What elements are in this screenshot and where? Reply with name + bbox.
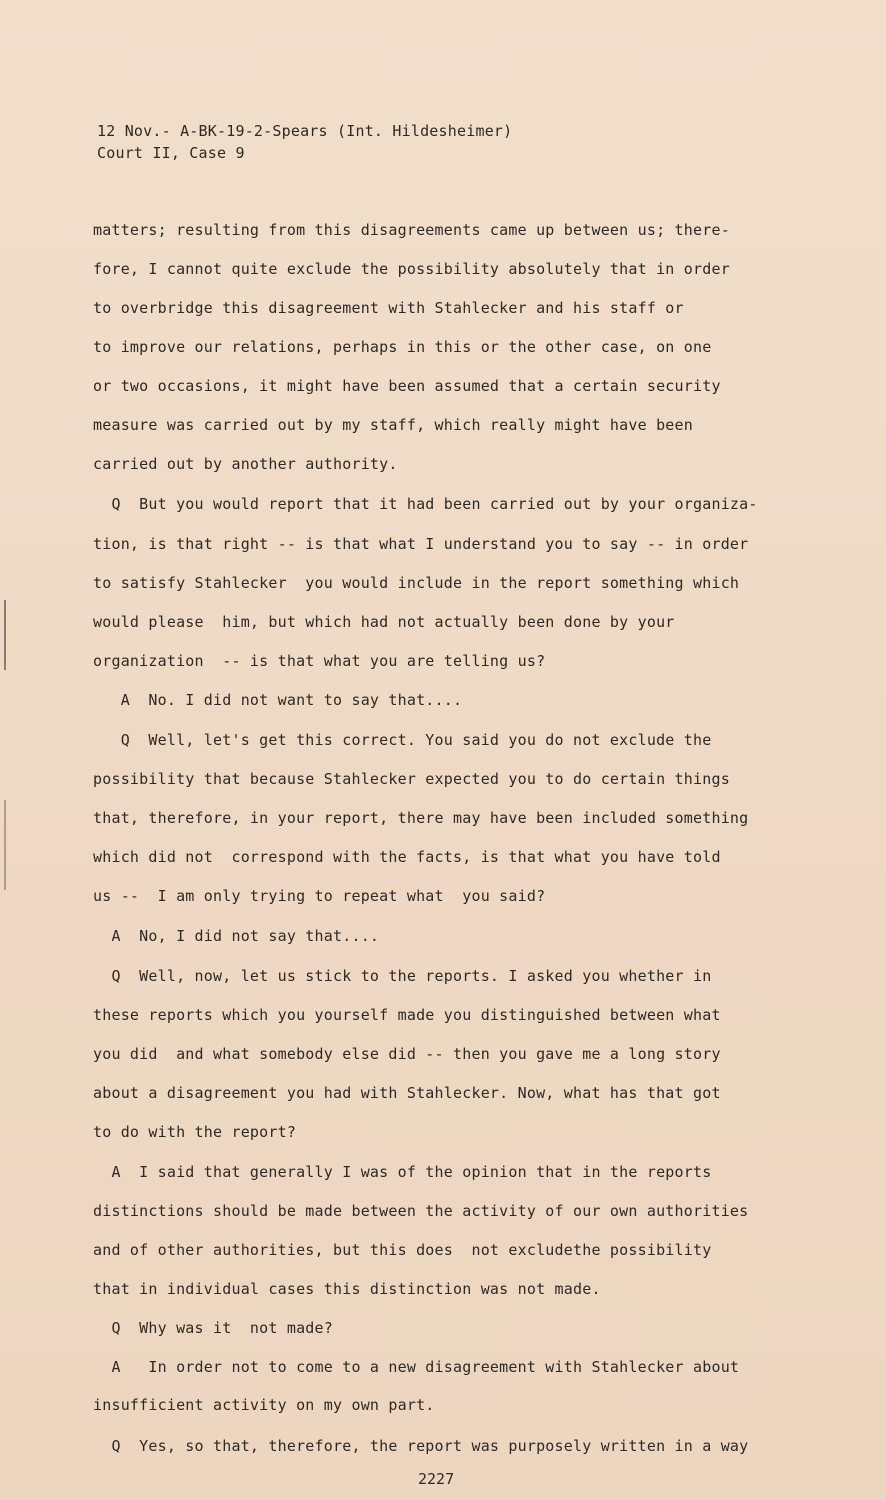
text-line: Q Yes, so that, therefore, the report was purposely written in a way [93,1437,749,1455]
text-line: about a disagreement you had with Stahlecker. Now, what has that got [93,1084,721,1102]
text-line: to overbridge this disagreement with Stahlecker and his staff or [93,299,684,317]
text-line: these reports which you yourself made you distinguished between what [93,1006,721,1024]
text-line: that in individual cases this distinction was not made. [93,1280,601,1298]
text-line: you did and what somebody else did -- then you gave me a long story [93,1045,721,1063]
text-line: and of other authorities, but this does not excludethe possibility [93,1241,712,1259]
header-line-1: 12 Nov.- A-BK-19-2-Spears (Int. Hildesheimer) [97,122,513,140]
text-line: which did not correspond with the facts, is that what you have told [93,848,721,866]
text-line: possibility that because Stahlecker expected you to do certain things [93,770,730,788]
text-line: measure was carried out by my staff, which really might have been [93,416,693,434]
header-line-2: Court II, Case 9 [97,144,245,162]
text-line: Q Well, now, let us stick to the reports. I asked you whether in [93,967,712,985]
text-line: A No. I did not want to say that.... [93,691,463,709]
text-line: to do with the report? [93,1123,297,1141]
text-line: to improve our relations, perhaps in this or the other case, on one [93,338,712,356]
text-line: tion, is that right -- is that what I understand you to say -- in order [93,535,749,553]
text-line: to satisfy Stahlecker you would include in the report something which [93,574,740,592]
text-line: carried out by another authority. [93,455,398,473]
text-line: organization -- is that what you are telling us? [93,652,546,670]
text-line: would please him, but which had not actually been done by your [93,613,675,631]
text-line: matters; resulting from this disagreements came up between us; there- [93,221,730,239]
text-line: A No, I did not say that.... [93,927,380,945]
page-number: 2227 [418,1470,455,1488]
text-line: distinctions should be made between the activity of our own authorities [93,1202,749,1220]
text-line: us -- I am only trying to repeat what you said? [93,887,546,905]
edge-mark [4,600,6,670]
text-line: insufficient activity on my own part. [93,1396,435,1414]
text-line: Q Well, let's get this correct. You said you do not exclude the [93,731,712,749]
text-line: Q But you would report that it had been carried out by your organiza- [93,495,758,513]
text-line: fore, I cannot quite exclude the possibility absolutely that in order [93,260,730,278]
text-line: that, therefore, in your report, there may have been included something [93,809,749,827]
edge-mark [4,800,6,890]
text-line: or two occasions, it might have been assumed that a certain security [93,377,721,395]
text-line: Q Why was it not made? [93,1319,333,1337]
text-line: A In order not to come to a new disagreement with Stahlecker about [93,1358,740,1376]
text-line: A I said that generally I was of the opinion that in the reports [93,1163,712,1181]
